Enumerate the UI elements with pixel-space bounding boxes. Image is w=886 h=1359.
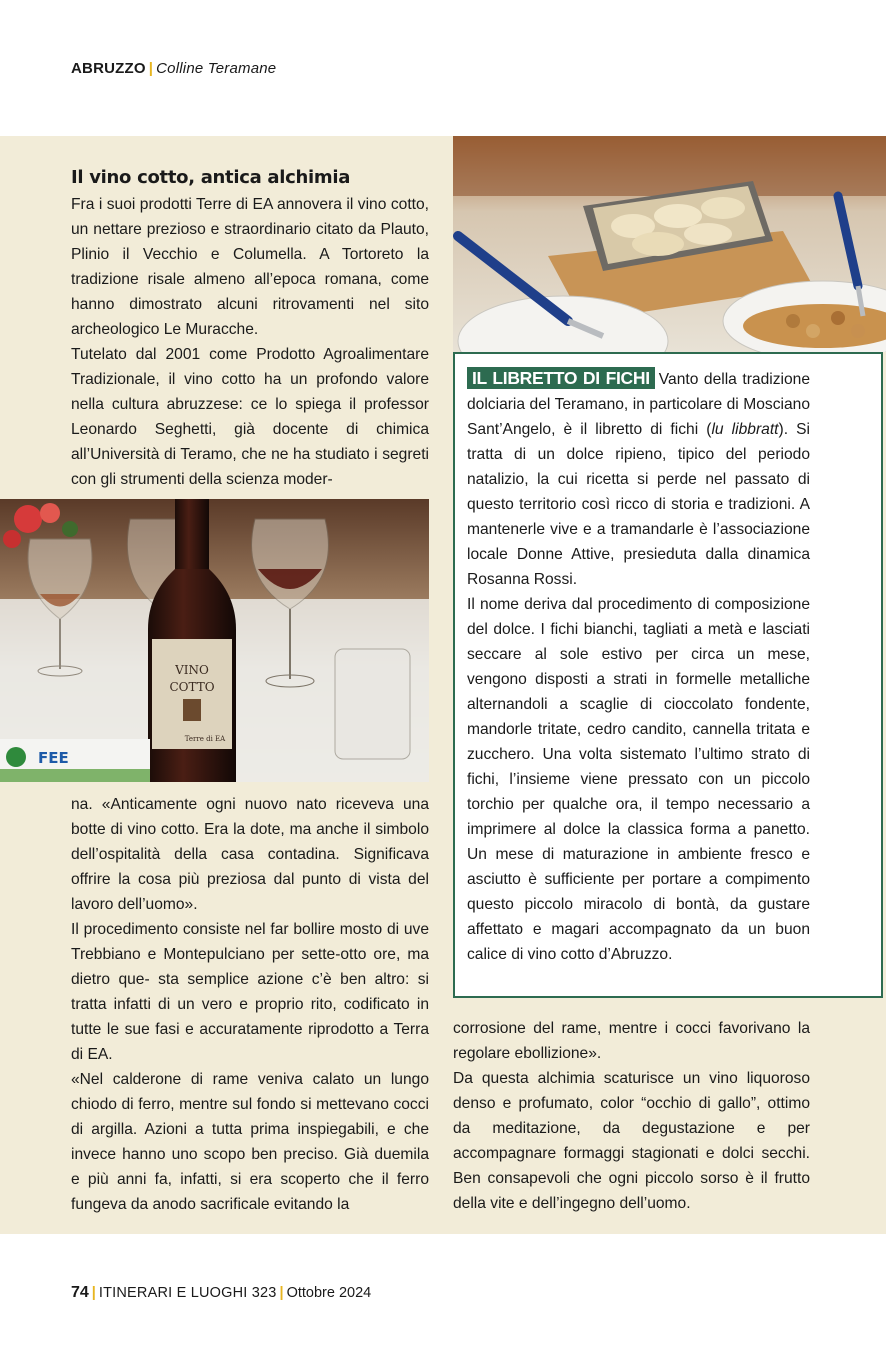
box-paragraph — [467, 366, 810, 592]
paragraph: Il procedimento consiste nel far bollire mosto di uve Trebbiano e Montepulciano per sette-otto ore, ma dietro que- sta semplice azione c’è ben altro: si tratta infatti di un vero e proprio rito, codificato in tutte le sue fasi e accuratamente riprodotto a Terra di EA. — [71, 921, 429, 1063]
banner-fee-text: FEE — [38, 749, 69, 767]
bottle-label-cotto: COTTO — [169, 680, 215, 694]
paragraph: Tutelato dal 2001 come Prodotto Agroalimentare Tradizionale, il vino cotto ha un profondo valore nella cultura abruzzese: ce lo spiega il professor Leonardo Seghetti, già docente di chimica all’Università di Teramo, che ne ha studiato i segreti con gli strumenti della scienza moder- — [71, 346, 429, 488]
right-column-bottom — [453, 1016, 810, 1216]
page-number: 74 — [71, 1284, 89, 1301]
paragraph: Da questa alchimia scaturisce un vino liquoroso denso e profumato, color “occhio di gallo”, ottimo da meditazione, da degustazione e per accompagnare formaggi stagionati e dolci secchi. Ben consapevoli che ogni piccolo sorso è il frutto della vite e dell’ingegno dell’uomo. — [453, 1070, 810, 1212]
paragraph: Fra i suoi prodotti Terre di EA annovera il vino cotto, un nettare prezioso e straordinario citato da Plauto, Plinio il Vecchio e Columella. A Tortoreto la tradizione risale almeno all’epoca romana, come hanno dimostrato alcuni ritrovamenti nel sito archeologico Le Muracche. — [71, 196, 429, 338]
region-label: ABRUZZO — [71, 60, 146, 77]
paragraph: «Nel calderone di rame veniva calato un lungo chiodo di ferro, mentre sul fondo si mettevano cocci di argilla. Azioni a tutta prima inspiegabili, e che invece hanno uno scopo ben preciso. Già duemila e più anni fa, infatti, si era scoperto che il ferro fungeva da anodo sacrificale evitando la — [71, 1071, 429, 1213]
fig-cake-photo — [453, 136, 886, 352]
box-title: IL LIBRETTO DI FICHI — [467, 367, 655, 389]
bottle-label-vino: VINO — [175, 663, 209, 677]
box-lead-italic: lu libbratt — [711, 421, 779, 438]
header-separator: | — [148, 60, 154, 77]
bottle-brand: Terre di EA — [184, 735, 226, 743]
issue-date: Ottobre 2024 — [286, 1285, 372, 1301]
footer-separator: | — [279, 1285, 284, 1301]
fig-booklet-text — [467, 366, 810, 967]
paragraph: na. «Anticamente ogni nuovo nato riceveva una botte di vino cotto. Era la dote, ma anche il simbolo dell’ospitalità della casa contadina. Significava offrire la cosa più preziosa dal punto di vista del lavoro dell’uomo». — [71, 796, 429, 913]
left-column-top — [71, 166, 429, 492]
wine-bottle-photo — [0, 499, 429, 782]
subregion-label: Colline Teramane — [156, 60, 277, 77]
fig-booklet-box — [453, 352, 883, 998]
paragraph: corrosione del rame, mentre i cocci favorivano la regolare ebollizione». — [453, 1020, 810, 1062]
article-title: Il vino cotto, antica alchimia — [71, 167, 351, 188]
left-column-bottom — [71, 792, 429, 1217]
box-paragraph: Il nome deriva dal procedimento di composizione del dolce. I fichi bianchi, tagliati a metà e lasciati seccare al sole estivo per circa un mese, vengono disposti a strati in formelle metalliche alternandoli a scaglie di cioccolato fondente, mandorle tritate, cedro candito, cannella tritata e zucchero. Una volta sistemato l’ultimo strato di fichi, l’insieme viene pressato con un piccolo torchio per qualche ora, il tempo necessario a imprimere al dolce la classica forma a panetto. Un mese di maturazione in ambiente fresco e asciutto è sufficiente per portare a compimento questo piccolo miracolo di bontà, da gustare affettato e magari accompagnato da un buon calice di vino cotto d’Abruzzo. — [467, 596, 810, 963]
box-lead-rest: ). Si tratta di un dolce ripieno, tipico del periodo natalizio, la cui ricetta si perde nel passato di questo territorio così ricco di storia e tradizioni. A mantenerle vive e a tramandarle è l’associazione locale Donne Attive, presieduta dalla dinamica Rosanna Rossi. — [467, 421, 810, 588]
page-footer — [71, 1284, 371, 1302]
page-header — [71, 60, 276, 77]
footer-separator: | — [91, 1285, 96, 1301]
magazine-name: ITINERARI E LUOGHI 323 — [98, 1285, 277, 1301]
box-lead: Vanto della tradizione dolciaria del Teramano, in particolare di Mosciano Sant’Angelo, è il libretto di fichi ( — [467, 371, 810, 438]
